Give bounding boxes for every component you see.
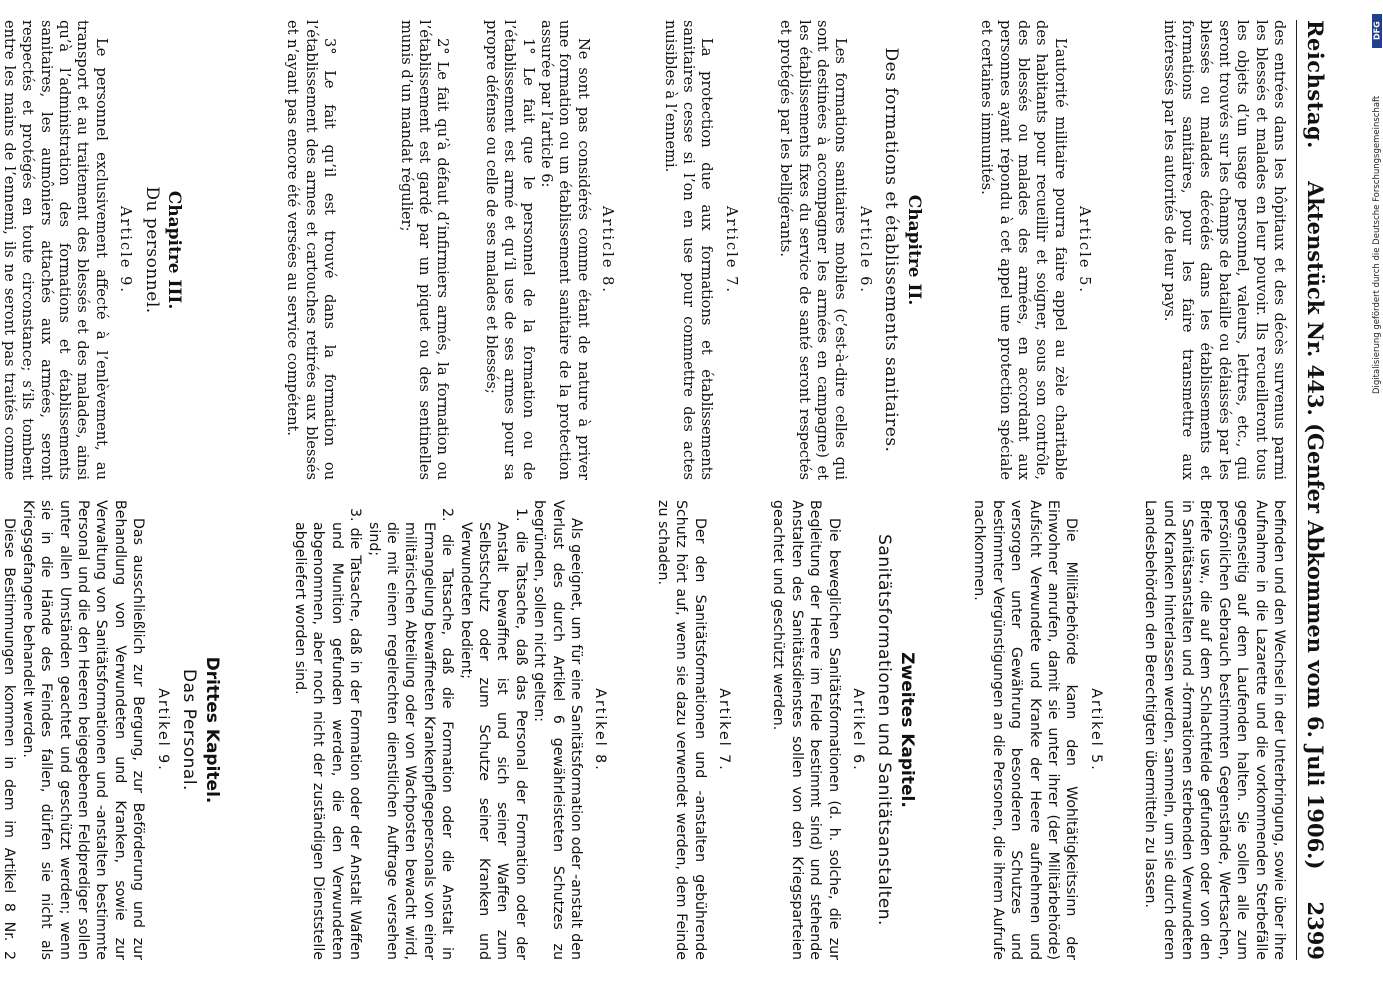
paragraph: Die beweglichen Sanitätsformationen (d. h. solche, die zur Begleitung der Heere im Felde bestimmt sind) und stehende Anstalten des Sanitätsdienstes sollen von den Kriegsparteien geachtet und geschützt werden. bbox=[770, 500, 842, 960]
paragraph: Le personnel exclusivement affecté à l’enlèvement, au transport et au traitement des blessés et des malades, ainsi qu’à l’administration des formations et établissements sanitaires, les aumôniers attachés aux armées, seront respectés et protégés en toute circonstance; s’ils tombent entre les mains de l’ennemi, ils ne seront pas traités comme bbox=[0, 20, 110, 480]
header-title: Aktenstück Nr. 443. (Genfer Abkommen vom 6. Juli 1906.) bbox=[1303, 181, 1328, 870]
list-item: 2° Le fait qu’à défaut d’infirmiers armés, la formation ou l’établissement est gardé par un piquet ou des sentinelles munis d’un mandat régulier; bbox=[397, 20, 452, 480]
article-heading: Article 6. bbox=[856, 205, 874, 295]
article-heading: Artikel 8. bbox=[592, 688, 609, 772]
paragraph: Der den Sanitätsformationen und -anstalten gebührende Schutz hört auf, wenn sie dazu verwendet werden, dem Feinde zu schaden. bbox=[654, 500, 708, 960]
paragraph: Die Militärbehörde kann den Wohltätigkeitssinn der Einwohner anrufen, damit sie unter ihrer (der Militärbehörde) Aufsicht Verwundete und Kranke der Heere aufnehmen und versorgen unter Gewährung besonderen Schutzes und bestimmter Vergünstigungen an die Personen, die ihrem Aufrufe nachkommen. bbox=[971, 500, 1080, 960]
article-heading: Artikel 5. bbox=[1087, 688, 1104, 772]
paragraph: Das ausschließlich zur Bergung, zur Beförderung und zur Behandlung von Verwundeten und Kranken, sowie zur Verwaltung von Sanitätsformationen und -anstalten bestimmte Personal und die den Heeren beigegebenen Feldprediger sollen unter allen Umständen geachtet und geschützt werden; wenn sie in die Hände des Feindes fallen, dürfen sie nicht als Kriegsgefangene behandelt werden. bbox=[19, 500, 147, 960]
article-heading: Article 9. bbox=[117, 205, 135, 295]
article-heading: Artikel 7. bbox=[716, 688, 733, 772]
paragraph: des entrées dans les hôpitaux et des décès survenus parmi les blessés et malades en leur pouvoir. Ils recueilleront tous les objets d’un usage personnel, valeurs, lettres, etc., qui seront trouvés sur les champs de bataille ou délaissés par les blessés ou malades décédés dans les établissements et formations sanitaires, pour les faire transmettre aux intéressés par les autorités de leur pays. bbox=[1160, 20, 1288, 480]
article-heading: Article 5. bbox=[1076, 205, 1094, 295]
document-page bbox=[0, 20, 1340, 960]
chapter-subtitle: Sanitätsformationen und Sanitätsanstalten. bbox=[874, 534, 895, 926]
chapter-subtitle: Des formations et établissements sanitaires. bbox=[881, 47, 902, 453]
paragraph: Diese Bestimmungen kommen in dem im Artikel 8 Nr. 2 bbox=[1, 518, 18, 960]
article-heading: Article 7. bbox=[722, 205, 740, 295]
chapter-heading: Drittes Kapitel. bbox=[201, 656, 222, 804]
page-number: 2399 bbox=[1303, 901, 1328, 960]
dfg-margin-strip bbox=[1372, 10, 1382, 990]
chapter-subtitle: Du personnel. bbox=[141, 186, 162, 314]
list-item: 3. die Tatsache, daß in der Formation oder der Anstalt Waffen und Munition gefunden werden, die den Verwundeten abgenommen, aber noch nicht der zuständigen Dienststelle abgeliefert worden sind. bbox=[291, 508, 364, 960]
chapter-subtitle: Das Personal. bbox=[179, 669, 200, 791]
paragraph: Ne sont pas considérés comme étant de nature à priver une formation ou un établissement sanitaire de la protection assurée par l’article 6: bbox=[538, 20, 592, 480]
header-left: Reichstag. bbox=[1303, 20, 1328, 149]
page-header bbox=[1296, 20, 1340, 960]
list-item: 1° Le fait que le personnel de la formation ou de l’établissement est armé et qu’il use de ses armes pour sa propre défense ou celle de ses malades et blessés; bbox=[482, 20, 537, 480]
list-item: 1. die Tatsache, daß das Personal der Formation oder der Anstalt bewaffnet ist und sich seiner Waffen zum Selbstschutz oder zum Schutze seiner Kranken und Verwundeten bedient; bbox=[457, 508, 529, 960]
paragraph: Les formations sanitaires mobiles (c’est-à-dire celles qui sont destinées à accompagner les armées en campagne) et les établissements fixes du service de santé seront respectés et protégés par les belligérants. bbox=[777, 20, 850, 480]
paragraph: Als geeignet, um für eine Sanitätsformation oder -anstalt den Verlust des durch Artikel 6 gewährleisteten Schutzes zu begründen, sollen nicht gelten: bbox=[531, 500, 585, 960]
chapter-heading: Chapitre II. bbox=[903, 194, 924, 306]
dfg-logo: DFG bbox=[1372, 14, 1382, 48]
article-heading: Artikel 9. bbox=[154, 688, 171, 772]
chapter-heading: Zweites Kapitel. bbox=[896, 652, 917, 808]
paragraph: La protection due aux formations et établissements sanitaires cesse si l’on en use pour commettre des actes nuisibles à l’ennemi. bbox=[661, 20, 716, 480]
digitization-note: Digitalisierung gefördert durch die Deutsche Forschungsgemeinschaft bbox=[1372, 95, 1382, 394]
list-item: 3° Le fait qu’il est trouvé dans la formation ou l’établissement des armes et cartouches retirées aux blessés et n’ayant pas encore été versées au service compétent. bbox=[284, 20, 339, 480]
paragraph: L’autorité militaire pourra faire appel au zèle charitable des habitants pour recueillir et soigner, sous son contrôle, des blessés ou malades des armées, en accordant aux personnes ayant répondu à cet appel une protection spéciale et certaines immunités. bbox=[978, 20, 1069, 480]
french-column bbox=[0, 20, 1288, 480]
chapter-heading: Chapitre III. bbox=[163, 190, 184, 310]
german-column bbox=[0, 500, 1288, 960]
list-item: 2. die Tatsache, daß die Formation oder die Anstalt in Ermangelung bewaffneten Krankenpflegepersonals von einer militärischen Abteilung oder von Wachposten bewacht wird, die mit einem regelrechten dienstlichen Auftrage versehen sind; bbox=[365, 508, 456, 960]
paragraph: befinden und den Wechsel in der Unterbringung, sowie über ihre Aufnahme in die Lazarette und die vorkommenden Sterbefälle gegenseitig auf dem Laufenden halten. Sie sollen alle zum persönlichen Gebrauch bestimmten Gegenstände, Wertsachen, Briefe usw., die auf dem Schlachtfelde gefunden oder von den in Sanitätsanstalten und -formationen sterbenden Verwundeten und Kranken hinterlassen werden, sammeln, um sie durch deren Landesbehörden den Berechtigten übermitteln zu lassen. bbox=[1142, 500, 1287, 960]
article-heading: Article 8. bbox=[599, 205, 617, 295]
article-heading: Artikel 6. bbox=[850, 688, 867, 772]
